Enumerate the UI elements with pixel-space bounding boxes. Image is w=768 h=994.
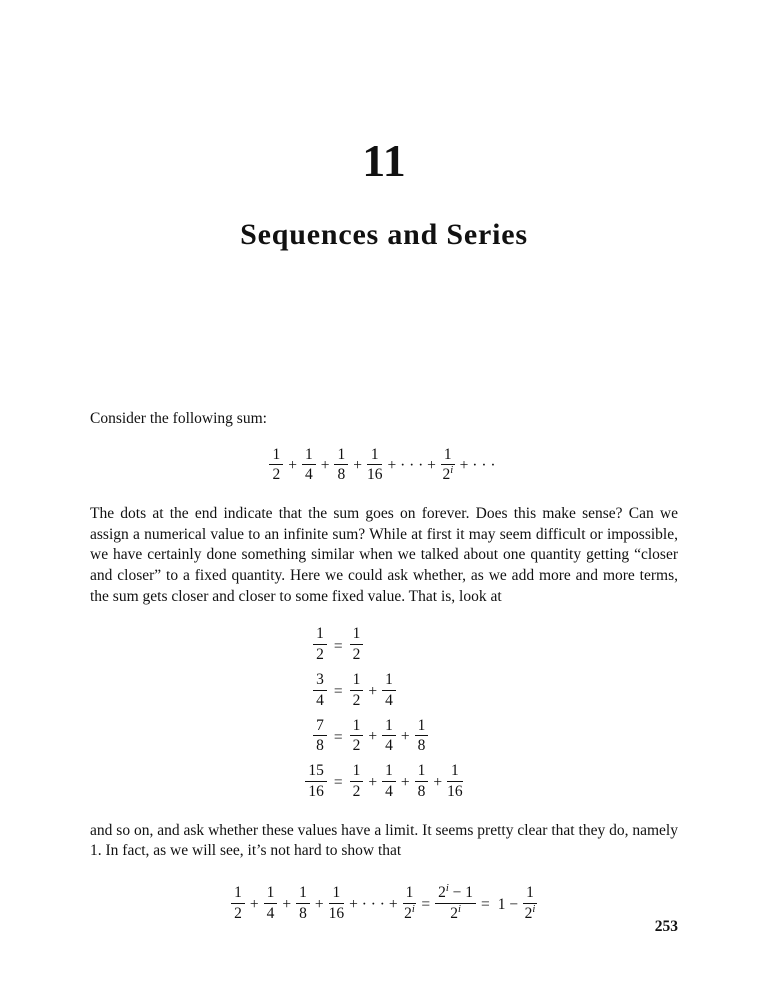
math-text: + — [400, 728, 410, 746]
equals-sign: = — [333, 774, 343, 792]
fraction: $\frac{1}{4}$ — [382, 671, 396, 710]
fraction: $\frac{1}{2}$ — [231, 884, 245, 923]
math-text: + — [368, 728, 378, 746]
math-text: = — [421, 895, 431, 913]
equals-sign: = — [333, 728, 343, 746]
fraction: $\frac{1}{4}$ — [264, 884, 278, 923]
math-text: + — [288, 457, 297, 475]
fraction: $\frac{1}{2}$ — [269, 446, 283, 485]
fraction: $\frac{1}{2^i}$ — [442, 445, 454, 484]
math-text: + — [400, 774, 410, 792]
fraction: $\frac{1}{16}$ — [447, 762, 463, 800]
fraction: $\frac{1}{4}$ — [382, 717, 396, 756]
fraction: $\frac{7}{8}$ — [313, 717, 327, 756]
math-text: + — [282, 895, 292, 913]
paragraph-dots-explanation: The dots at the end indicate that the sum goes on forever. Does this make sense? Can we assign a numerical value to an infinite sum? While at first it may seem difficult or impossible, we have certainly done something similar when we talked about one quantity getting “closer and closer” to a fixed quantity. Here we could ask whether, as we add more and more terms, the sum gets closer and closer to some fixed value. That is, look at — [90, 505, 678, 605]
equation-lhs — [312, 627, 328, 666]
paragraph-limit: and so on, and ask whether these values have a limit. It seems pretty clear that they do, namely 1. In fact, as we will see, it’s not hard to show that — [90, 821, 678, 860]
fraction: $\frac{2^i - 1}{2^i}$ — [435, 884, 476, 923]
fraction: $\frac{1}{8}$ — [415, 717, 429, 756]
fraction: $\frac{1}{4}$ — [302, 446, 316, 485]
aligned-partial-sums — [304, 627, 463, 803]
fraction: $\frac{1}{2}$ — [350, 625, 364, 664]
math-text: + — [249, 895, 259, 913]
equation-block-partial-sums — [90, 627, 678, 803]
chapter-title: Sequences and Series — [240, 218, 528, 251]
math-text: 1 − — [497, 895, 519, 913]
equals-sign: = — [333, 637, 343, 655]
equation-lhs — [312, 716, 328, 758]
fraction: $\frac{1}{2}$ — [313, 625, 327, 664]
fraction: $\frac{1}{8}$ — [296, 884, 310, 923]
fraction: $\frac{1}{2}$ — [350, 717, 364, 756]
fraction: $\frac{1}{2^i}$ — [524, 884, 536, 922]
equals-sign: = — [333, 683, 343, 701]
fraction: $\frac{1}{2^i}$ — [404, 884, 415, 922]
fraction: $\frac{1}{4}$ — [382, 762, 396, 801]
equation-rhs — [349, 716, 430, 758]
equation-rhs — [349, 627, 365, 666]
math-text: + — [314, 895, 324, 913]
math-text: + · · · + — [387, 457, 436, 475]
chapter-number: 11 — [362, 135, 406, 186]
fraction: $\frac{1}{8}$ — [334, 446, 348, 485]
equation-rhs — [349, 670, 397, 712]
page-number: 253 — [654, 918, 678, 935]
equation-rhs — [349, 764, 464, 803]
math-text: = — [481, 895, 490, 913]
equation-infinite-series — [90, 445, 678, 487]
fraction: $\frac{1}{2}$ — [350, 671, 364, 710]
equation-lhs — [312, 670, 328, 712]
equation-lhs — [304, 764, 328, 803]
math-text: + — [433, 774, 443, 792]
math-text: + — [368, 774, 378, 792]
paragraph-intro: Consider the following sum: — [90, 410, 267, 427]
fraction: $\frac{3}{4}$ — [313, 671, 327, 710]
fraction: $\frac{1}{2}$ — [350, 762, 364, 801]
math-text: + · · · — [459, 457, 496, 475]
math-text: + — [368, 682, 378, 700]
math-text: + — [353, 457, 362, 475]
equation-closed-form — [90, 882, 678, 925]
math-text: + — [320, 457, 330, 475]
fraction: $\frac{1}{8}$ — [415, 762, 429, 801]
fraction: $\frac{1}{16}$ — [366, 445, 383, 484]
fraction: $\frac{1}{16}$ — [328, 884, 345, 922]
fraction: $\frac{15}{16}$ — [305, 762, 327, 801]
math-text: + · · · + — [349, 895, 398, 913]
